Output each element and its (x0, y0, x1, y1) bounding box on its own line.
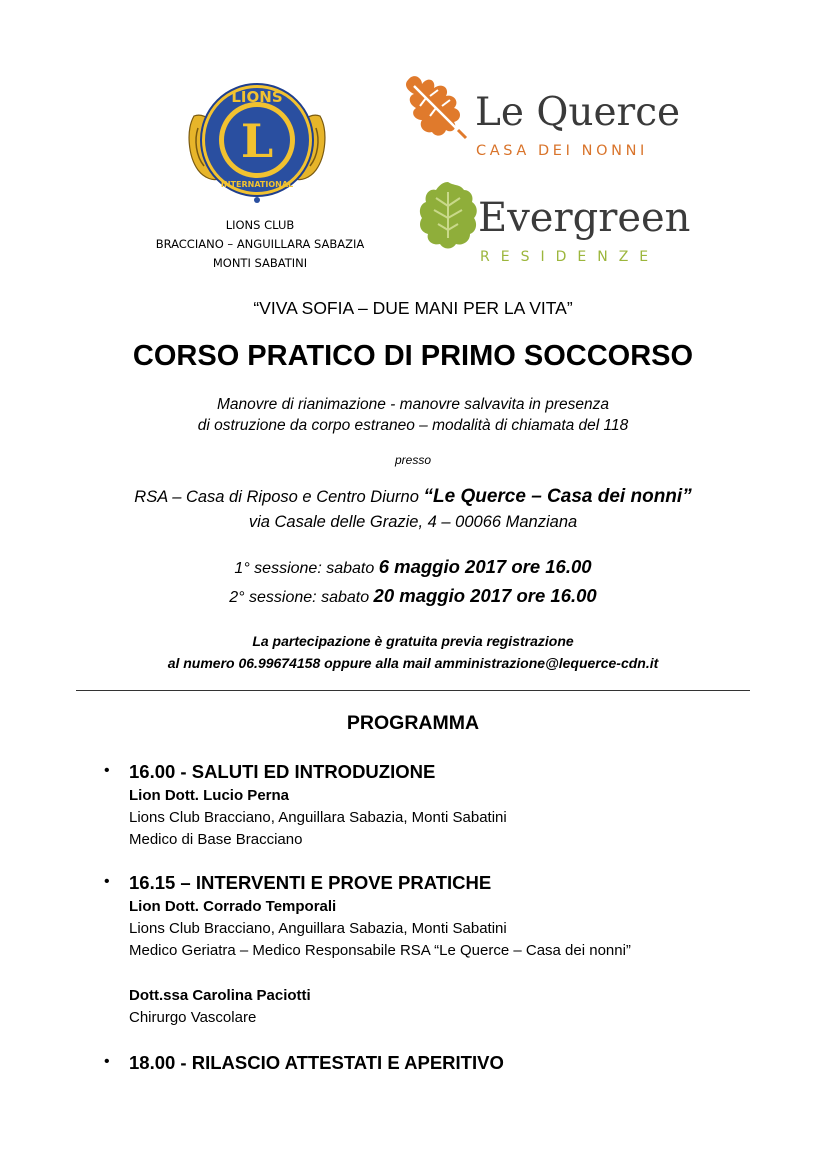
registration-info (0, 630, 826, 674)
divider (76, 690, 750, 691)
bullet-icon: • (104, 762, 110, 779)
le-querce-name: Le Querce (475, 90, 681, 135)
registration-line: al numero 06.99674158 oppure alla mail amministrazione@lequerce-cdn.it (167, 655, 659, 671)
registration-line: La partecipazione è gratuita previa registrazione (252, 633, 574, 649)
le-querce-subtitle: CASA DEI NONNI (476, 143, 648, 159)
program-item-heading: 18.00 - RILASCIO ATTESTATI E APERITIVO (129, 1052, 504, 1073)
slogan: “VIVA SOFIA – DUE MANI PER LA VITA” (253, 298, 573, 318)
program-item-heading: 16.15 – INTERVENTI E PROVE PRATICHE (129, 872, 492, 893)
description-line: Manovre di rianimazione - manovre salvavita in presenza (217, 396, 609, 413)
program-speaker-detail: Lions Club Bracciano, Anguillara Sabazia, Monti Sabatini (129, 809, 507, 826)
session-line (0, 553, 826, 582)
program-speaker-detail: Chirurgo Vascolare (129, 1009, 257, 1026)
session-date: 6 maggio 2017 ore 16.00 (378, 556, 592, 577)
evergreen-name: Evergreen (478, 195, 691, 241)
programma-title: PROGRAMMA (346, 712, 480, 734)
venue-name: “Le Querce – Casa dei nonni” (423, 486, 692, 507)
venue-address: via Casale delle Grazie, 4 – 00066 Manziana (248, 513, 578, 531)
lions-badge-letter: L (240, 114, 274, 168)
program-item-heading: 16.00 - SALUTI ED INTRODUZIONE (129, 761, 436, 782)
lions-international-logo (184, 78, 330, 206)
evergreen-leaf-icon (414, 178, 482, 252)
lions-badge-top-text: LIONS (231, 88, 283, 106)
lions-club-caption (140, 216, 380, 273)
program-item (104, 873, 784, 1033)
lions-caption-line: LIONS CLUB (225, 218, 295, 232)
program-speaker: Dott.ssa Carolina Paciotti (129, 987, 311, 1004)
session-label: 1° sessione: sabato (234, 560, 379, 577)
bullet-icon: • (104, 1053, 110, 1070)
page-title: CORSO PRATICO DI PRIMO SOCCORSO (132, 340, 694, 372)
venue-prefix: RSA – Casa di Riposo e Centro Diurno (134, 488, 424, 506)
oak-leaf-icon (400, 68, 472, 140)
lions-caption-line: MONTI SABATINI (212, 256, 308, 270)
session-date: 20 maggio 2017 ore 16.00 (373, 585, 597, 606)
session-label: 2° sessione: sabato (229, 589, 374, 606)
lions-badge-bottom-text: INTERNATIONAL (220, 180, 294, 189)
lions-caption-line: BRACCIANO – ANGUILLARA SABAZIA (155, 237, 365, 251)
program-item (104, 1053, 784, 1083)
evergreen-subtitle: RESIDENZE (480, 249, 660, 265)
sessions (0, 553, 826, 611)
program-item (104, 762, 784, 852)
program-speaker-detail: Lions Club Bracciano, Anguillara Sabazia, Monti Sabatini (129, 920, 507, 937)
venue (0, 484, 826, 535)
presso-label: presso (394, 453, 432, 467)
bullet-icon: • (104, 873, 110, 890)
program-speaker-detail: Medico Geriatra – Medico Responsabile RSA “Le Querce – Casa dei nonni” (129, 942, 631, 959)
venue-line (0, 484, 826, 510)
program-speaker: Lion Dott. Corrado Temporali (129, 898, 337, 915)
description-line: di ostruzione da corpo estraneo – modalità di chiamata del 118 (197, 417, 629, 434)
session-line (0, 582, 826, 611)
program-speaker: Lion Dott. Lucio Perna (129, 787, 289, 804)
program-speaker-detail: Medico di Base Bracciano (129, 831, 303, 848)
course-description (0, 394, 826, 436)
